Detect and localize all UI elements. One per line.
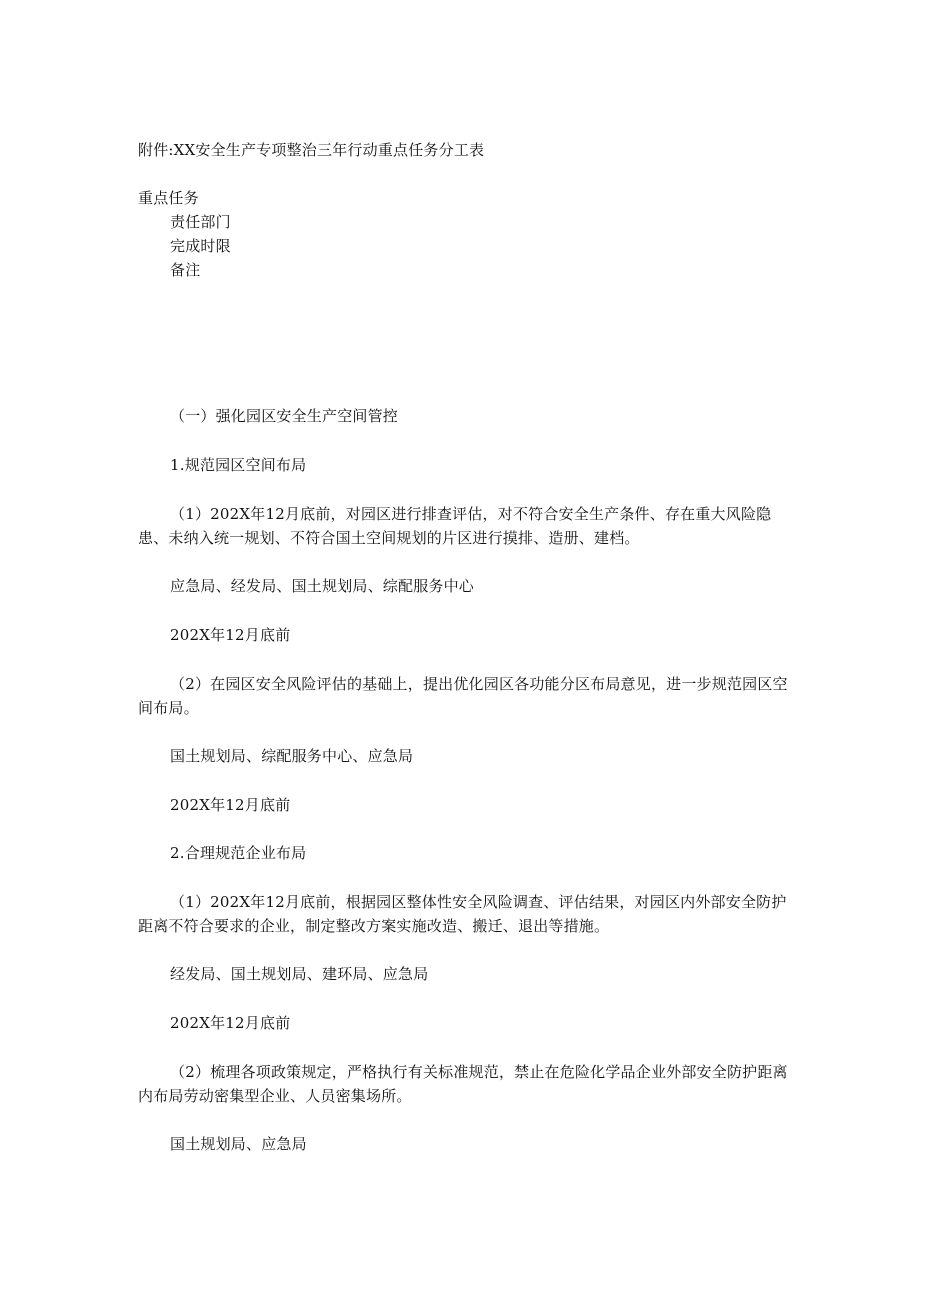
responsible-departments: 国土规划局、应急局 xyxy=(170,1135,307,1153)
responsible-departments: 经发局、国土规划局、建环局、应急局 xyxy=(170,965,429,983)
completion-deadline: 202X年12月底前 xyxy=(170,796,291,814)
header-deadline: 完成时限 xyxy=(170,237,231,255)
task-text: （1）202X年12月底前，对园区进行排查评估，对不符合安全生产条件、存在重大风险隐患、未纳入统一规划、不符合国土空间规划的片区进行摸排、造册、建档。 xyxy=(138,505,772,547)
task-text: （2）在园区安全风险评估的基础上，提出优化园区各功能分区布局意见，进一步规范园区空间布局。 xyxy=(138,675,788,717)
completion-deadline: 202X年12月底前 xyxy=(170,1014,291,1032)
subsection-heading: 2.合理规范企业布局 xyxy=(170,844,307,862)
document-title: 附件:XX安全生产专项整治三年行动重点任务分工表 xyxy=(138,141,485,159)
section-heading: （一）强化园区安全生产空间管控 xyxy=(170,407,399,425)
task-text: （1）202X年12月底前，根据园区整体性安全风险调查、评估结果，对园区内外部安全防护距离不符合要求的企业，制定整改方案实施改造、搬迁、退出等措施。 xyxy=(138,893,787,935)
responsible-departments: 国土规划局、综配服务中心、应急局 xyxy=(170,747,414,765)
header-remarks: 备注 xyxy=(170,261,201,279)
header-responsible-department: 责任部门 xyxy=(170,213,231,231)
responsible-departments: 应急局、经发局、国土规划局、综配服务中心 xyxy=(170,577,475,595)
subsection-heading: 1.规范园区空间布局 xyxy=(170,456,307,474)
header-key-tasks: 重点任务 xyxy=(138,189,199,207)
completion-deadline: 202X年12月底前 xyxy=(170,626,291,644)
task-text: （2）梳理各项政策规定，严格执行有关标准规范，禁止在危险化学品企业外部安全防护距离内布局劳动密集型企业、人员密集场所。 xyxy=(138,1063,788,1105)
